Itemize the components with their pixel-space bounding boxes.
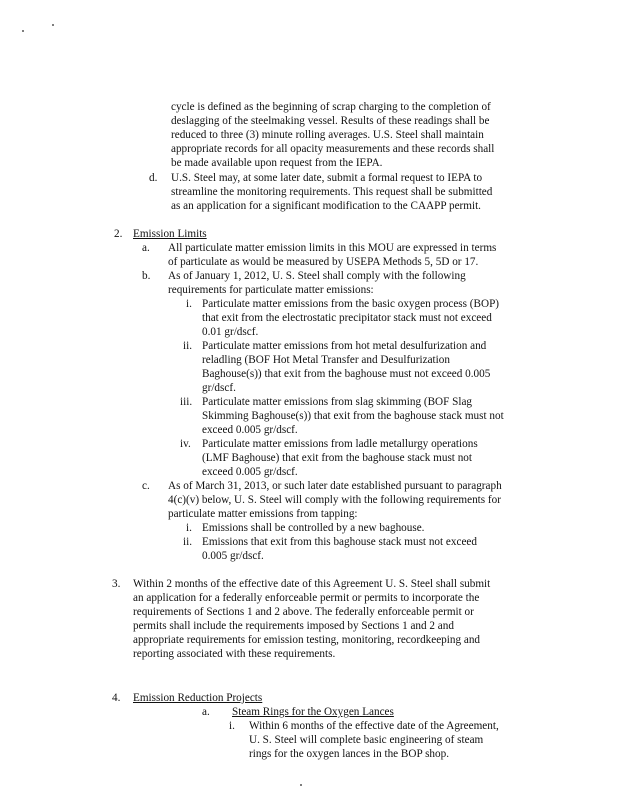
scan-speck bbox=[52, 24, 54, 26]
text-line: 2. bbox=[114, 228, 123, 240]
scan-speck bbox=[22, 30, 24, 32]
text-line: Skimming Baghouse(s)) that exit from the baghouse stack must not bbox=[202, 410, 504, 422]
text-line: (LMF Baghouse) that exit from the baghouse stack must not bbox=[202, 452, 473, 464]
text-line: U. S. Steel will complete basic engineering of steam bbox=[249, 734, 484, 746]
text-line: 4. bbox=[112, 692, 121, 704]
text-line: iii. bbox=[180, 396, 193, 408]
section-2-heading: Emission Limits bbox=[133, 228, 207, 240]
text-line: cycle is defined as the beginning of scrap charging to the completion of bbox=[171, 101, 491, 113]
text-line: exceed 0.005 gr/dscf. bbox=[202, 424, 298, 436]
text-line: i. bbox=[186, 522, 192, 534]
text-line: Emissions that exit from this baghouse stack must not exceed bbox=[202, 536, 477, 548]
text-line: Baghouse(s)) that exit from the baghouse must not exceed 0.005 bbox=[202, 368, 491, 380]
text-line: as an application for a significant modification to the CAAPP permit. bbox=[171, 200, 481, 212]
text-line: that exit from the electrostatic precipitator stack must not exceed bbox=[202, 312, 492, 324]
text-line: be made available upon request from the IEPA. bbox=[171, 157, 383, 169]
text-line: Emissions shall be controlled by a new baghouse. bbox=[202, 522, 425, 534]
text-line: requirements of Sections 1 and 2 above. The federally enforceable permit or bbox=[133, 606, 474, 618]
text-line: requirements for particulate matter emissions: bbox=[168, 284, 374, 296]
text-line: U.S. Steel may, at some later date, submit a formal request to IEPA to bbox=[171, 172, 483, 184]
scan-speck bbox=[300, 784, 302, 786]
text-line: particulate matter emissions from tapping: bbox=[168, 508, 358, 520]
text-line: As of March 31, 2013, or such later date established pursuant to paragraph bbox=[168, 480, 502, 492]
text-line: Particulate matter emissions from hot metal desulfurization and bbox=[202, 340, 487, 352]
text-line: c. bbox=[142, 480, 150, 492]
text-line: Particulate matter emissions from ladle metallurgy operations bbox=[202, 438, 478, 450]
text-line: Within 2 months of the effective date of this Agreement U. S. Steel shall submit bbox=[133, 578, 491, 590]
text-line: iv. bbox=[180, 438, 191, 450]
text-line: 4(c)(v) below, U. S. Steel will comply with the following requirements for bbox=[168, 494, 501, 506]
text-line: b. bbox=[142, 270, 151, 282]
text-line: As of January 1, 2012, U. S. Steel shall comply with the following bbox=[168, 270, 466, 282]
text-line: Particulate matter emissions from slag skimming (BOF Slag bbox=[202, 396, 473, 408]
text-line: permits shall include the requirements imposed by Sections 1 and 2 and bbox=[133, 620, 454, 632]
text-line: i. bbox=[186, 298, 192, 310]
text-line: of particulate as would be measured by USEPA Methods 5, 5D or 17. bbox=[168, 256, 479, 268]
text-line: Particulate matter emissions from the basic oxygen process (BOP) bbox=[202, 298, 500, 310]
text-line: 3. bbox=[112, 578, 121, 590]
text-line: i. bbox=[229, 720, 235, 732]
text-line: gr/dscf. bbox=[202, 382, 236, 394]
text-line: rings for the oxygen lances in the BOP shop. bbox=[249, 748, 449, 760]
text-line: reporting associated with these requirements. bbox=[133, 648, 336, 660]
text-line: d. bbox=[149, 172, 158, 184]
text-line: Within 6 months of the effective date of the Agreement, bbox=[249, 720, 499, 732]
text-line: 0.005 gr/dscf. bbox=[202, 550, 264, 562]
text-line: a. bbox=[202, 706, 210, 718]
text-line: appropriate requirements for emission testing, monitoring, recordkeeping and bbox=[133, 634, 481, 646]
text-line: streamline the monitoring requirements. This request shall be submitted bbox=[171, 186, 493, 198]
text-line: deslagging of the steelmaking vessel. Results of these readings shall be bbox=[171, 115, 490, 127]
text-line: reladling (BOF Hot Metal Transfer and Desulfurization bbox=[202, 354, 450, 366]
text-line: ii. bbox=[183, 536, 193, 548]
text-line: All particulate matter emission limits in this MOU are expressed in terms bbox=[168, 242, 497, 254]
section-4-heading: Emission Reduction Projects bbox=[133, 692, 263, 704]
text-line: an application for a federally enforceable permit or permits to incorporate the bbox=[133, 592, 480, 604]
text-line: 0.01 gr/dscf. bbox=[202, 326, 259, 338]
text-line: a. bbox=[142, 242, 150, 254]
text-line: ii. bbox=[183, 340, 193, 352]
text-line: exceed 0.005 gr/dscf. bbox=[202, 466, 298, 478]
section-4a-heading: Steam Rings for the Oxygen Lances bbox=[232, 706, 394, 718]
text-line: reduced to three (3) minute rolling averages. U.S. Steel shall maintain bbox=[171, 129, 484, 141]
text-line: appropriate records for all opacity measurements and these records shall bbox=[171, 143, 495, 155]
